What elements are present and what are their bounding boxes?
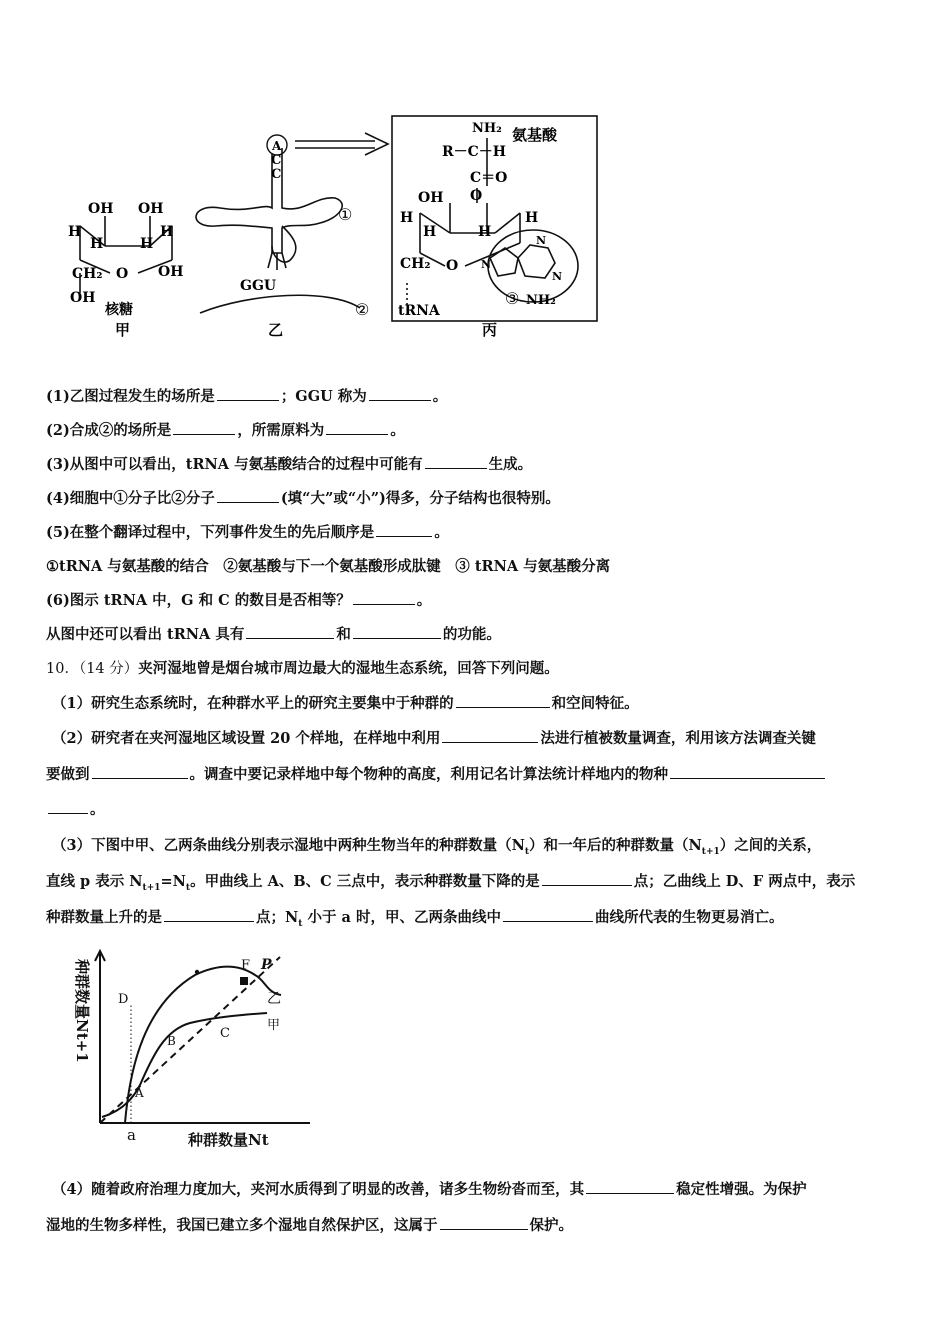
figure-trna-structure — [50, 108, 610, 348]
label-p: P — [261, 957, 272, 973]
q10-part3-text: 种群数量上升的是 — [46, 909, 162, 926]
ch2-label: CH₂ — [72, 266, 103, 282]
h-label: H — [400, 210, 414, 226]
answer-blank[interactable] — [376, 523, 432, 537]
circle-1-label: ① — [338, 205, 353, 224]
q9-part4-text: (4)细胞中①分子比②分子 — [46, 490, 215, 507]
answer-blank[interactable] — [246, 625, 334, 639]
q9-part5 — [46, 521, 449, 542]
q10-part4-text: 湿地的生物多样性，我国已建立多个湿地自然保护区，这属于 — [46, 1217, 438, 1234]
q9-part6-text: 和 — [336, 626, 351, 643]
q10-part2-text: 法进行植被数量调查，利用该方法调查关键 — [540, 730, 816, 747]
q9-part2 — [46, 419, 405, 440]
acc-a-label: A — [272, 139, 282, 153]
q10-part4-line2 — [46, 1214, 573, 1235]
answer-blank[interactable] — [442, 729, 538, 743]
q9-part1-text: ；GGU 称为 — [280, 388, 367, 405]
answer-blank[interactable] — [586, 1180, 674, 1194]
oh-label: OH — [138, 201, 164, 217]
oh-label: OH — [70, 290, 96, 306]
q10-part4-text: 保护。 — [529, 1217, 573, 1234]
h-label: H — [478, 224, 492, 240]
answer-blank[interactable] — [456, 694, 550, 708]
q10-part3-line2 — [46, 870, 855, 893]
h-label: H — [160, 224, 174, 240]
q9-part1-text: 。 — [432, 388, 448, 405]
trna-label: tRNA — [398, 303, 440, 319]
q10-part3-line1 — [52, 834, 821, 857]
q10-part4-text: 稳定性增强。为保护 — [676, 1181, 807, 1198]
subscript: t+1 — [142, 882, 161, 893]
y-axis-title: 种群数量Nt+1 — [73, 959, 91, 1063]
q9-part3-text: (3)从图中可以看出，tRNA 与氨基酸结合的过程中可能有 — [46, 456, 423, 473]
ch2-label: CH₂ — [400, 256, 431, 272]
n-label: N — [481, 258, 492, 271]
h-label: H — [423, 224, 437, 240]
chart-series — [100, 957, 281, 1123]
h-label: H — [525, 210, 539, 226]
label-b: B — [167, 1034, 176, 1048]
q10-part2-line3 — [46, 798, 105, 819]
q10-part3-text: ）和一年后的种群数量（N — [529, 837, 702, 854]
o-label: O — [470, 188, 483, 204]
label-d: D — [118, 992, 129, 1007]
answer-blank[interactable] — [164, 908, 254, 922]
point-f — [240, 977, 248, 985]
q9-part6 — [46, 589, 431, 610]
answer-blank[interactable] — [670, 765, 825, 779]
q10-part3-text: =N — [160, 873, 186, 890]
subscript: t — [185, 882, 191, 893]
answer-blank[interactable] — [48, 800, 88, 814]
q9-part6-text: 的功能。 — [442, 626, 501, 643]
oh-label: OH — [158, 264, 184, 280]
o-label: O — [116, 266, 129, 282]
n-label: N — [552, 270, 563, 283]
q10-part2-text: 要做到 — [46, 766, 90, 783]
q9-part5-options: ①tRNA 与氨基酸的结合 ②氨基酸与下一个氨基酸形成肽键 ③ tRNA 与氨基酸分离 — [46, 558, 611, 575]
oh-label: OH — [88, 201, 114, 217]
q10-stem — [46, 657, 559, 678]
figure-bing-label: 丙 — [482, 321, 498, 339]
q9-part4 — [46, 487, 560, 508]
q10-part3-text: 点；N — [256, 909, 299, 926]
q9-part6-text: (6)图示 tRNA 中，G 和 C 的数目是否相等？ — [46, 592, 351, 609]
h-label: H — [68, 224, 82, 240]
anticodon-label: GGU — [240, 278, 277, 294]
answer-blank[interactable] — [369, 387, 431, 401]
question-number: 10．（14 分） — [46, 661, 139, 677]
q9-part3-text: 生成。 — [488, 456, 533, 473]
answer-blank[interactable] — [440, 1216, 528, 1230]
subscript: t — [298, 918, 303, 929]
answer-blank[interactable] — [353, 591, 415, 605]
q10-part1-text: 和空间特征。 — [551, 695, 639, 712]
nh2-label: NH₂ — [526, 293, 556, 308]
q10-part2-text: （2）研究者在夹河湿地区域设置 20 个样地，在样地中利用 — [52, 730, 441, 747]
q10-part4-line1 — [52, 1178, 807, 1199]
point-top — [195, 970, 199, 974]
q10-part1-text: （1）研究生态系统时，在种群水平上的研究主要集中于种群的 — [52, 695, 454, 712]
q9-part2-text: ，所需原料为 — [237, 422, 325, 439]
answer-blank[interactable] — [92, 765, 188, 779]
q10-part3-text: ）之间的关系， — [719, 837, 822, 854]
o-label: O — [446, 258, 459, 274]
q9-part5-text: (5)在整个翻译过程中，下列事件发生的先后顺序是 — [46, 524, 375, 541]
n-label: N — [536, 234, 547, 247]
answer-blank[interactable] — [353, 625, 441, 639]
q10-part2-line2 — [46, 763, 827, 784]
answer-blank[interactable] — [173, 421, 235, 435]
x-axis-title: 种群数量Nt — [188, 1131, 269, 1149]
label-a-point: A — [135, 1086, 144, 1100]
q9-part6-followup — [46, 623, 501, 644]
answer-blank[interactable] — [326, 421, 388, 435]
subscript: t+1 — [701, 846, 720, 857]
population-curve-chart — [55, 945, 315, 1155]
amino-acid-label: 氨基酸 — [512, 126, 558, 144]
label-f: F — [241, 958, 251, 973]
h-label: H — [140, 236, 154, 252]
q10-part2-text: 。调查中要记录样地中每个物种的高度，利用记名计算法统计样地内的物种 — [189, 766, 668, 783]
figure-yi-label: 乙 — [268, 321, 284, 339]
q10-part1 — [52, 692, 639, 713]
oh-label: OH — [418, 190, 444, 206]
h-label: H — [90, 236, 104, 252]
label-c: C — [220, 1026, 230, 1041]
answer-blank[interactable] — [425, 455, 487, 469]
q9-part4-text: (填“大”或“小”)得多，分子结构也很特别。 — [280, 490, 560, 507]
q9-part2-text: (2)合成②的场所是 — [46, 422, 172, 439]
q9-part6-text: 从图中还可以看出 tRNA 具有 — [46, 626, 245, 643]
q10-part3-text: （3）下图中甲、乙两条曲线分别表示湿地中两种生物当年的种群数量（N — [52, 837, 525, 854]
q9-part3 — [46, 453, 532, 474]
q10-part2-text: 。 — [90, 801, 105, 818]
nh2-label: NH₂ — [472, 121, 502, 136]
circle-2-label: ② — [355, 300, 370, 319]
q10-part3-line3 — [46, 906, 783, 929]
label-jia: 甲 — [267, 1018, 281, 1033]
q9-part1 — [46, 385, 447, 406]
q10-part3-text: 。甲曲线上 A、B、C 三点中，表示种群数量下降的是 — [190, 873, 540, 890]
acc-c-label: C — [271, 167, 282, 182]
label-yi: 乙 — [267, 991, 281, 1007]
circle-3-label: ③ — [505, 289, 520, 308]
q10-part2-line1 — [52, 727, 816, 748]
q10-part3-text: 直线 p 表示 N — [46, 873, 143, 890]
q10-part3-text: 曲线所代表的生物更易消亡。 — [594, 909, 784, 926]
answer-blank[interactable] — [503, 908, 593, 922]
series-yi-curve — [125, 967, 281, 1123]
q9-part1-text: (1)乙图过程发生的场所是 — [46, 388, 215, 405]
figure-jia-label: 甲 — [115, 321, 131, 339]
subscript: t — [524, 846, 530, 857]
answer-blank[interactable] — [542, 872, 632, 886]
q10-stem-text: 夹河湿地曾是烟台城市周边最大的湿地生态系统，回答下列问题。 — [138, 660, 559, 677]
q10-part3-text: 小于 a 时，甲、乙两条曲线中 — [302, 909, 501, 926]
acc-c-label: C — [271, 153, 282, 168]
x-tick-a: a — [127, 1126, 136, 1144]
q10-part3-text: 点；乙曲线上 D、F 两点中，表示 — [633, 873, 856, 890]
carbonyl-label: C＝O — [470, 170, 508, 186]
r-group-label: R－C－H — [442, 144, 507, 160]
q9-part2-text: 。 — [390, 422, 405, 439]
q10-part4-text: （4）随着政府治理力度加大，夹河水质得到了明显的改善，诸多生物纷沓而至，其 — [52, 1181, 585, 1198]
q9-part5-text: 。 — [434, 524, 449, 541]
answer-blank[interactable] — [217, 489, 279, 503]
ribose-label: 核糖 — [105, 302, 133, 318]
answer-blank[interactable] — [217, 387, 279, 401]
q9-part6-text: 。 — [416, 592, 432, 609]
